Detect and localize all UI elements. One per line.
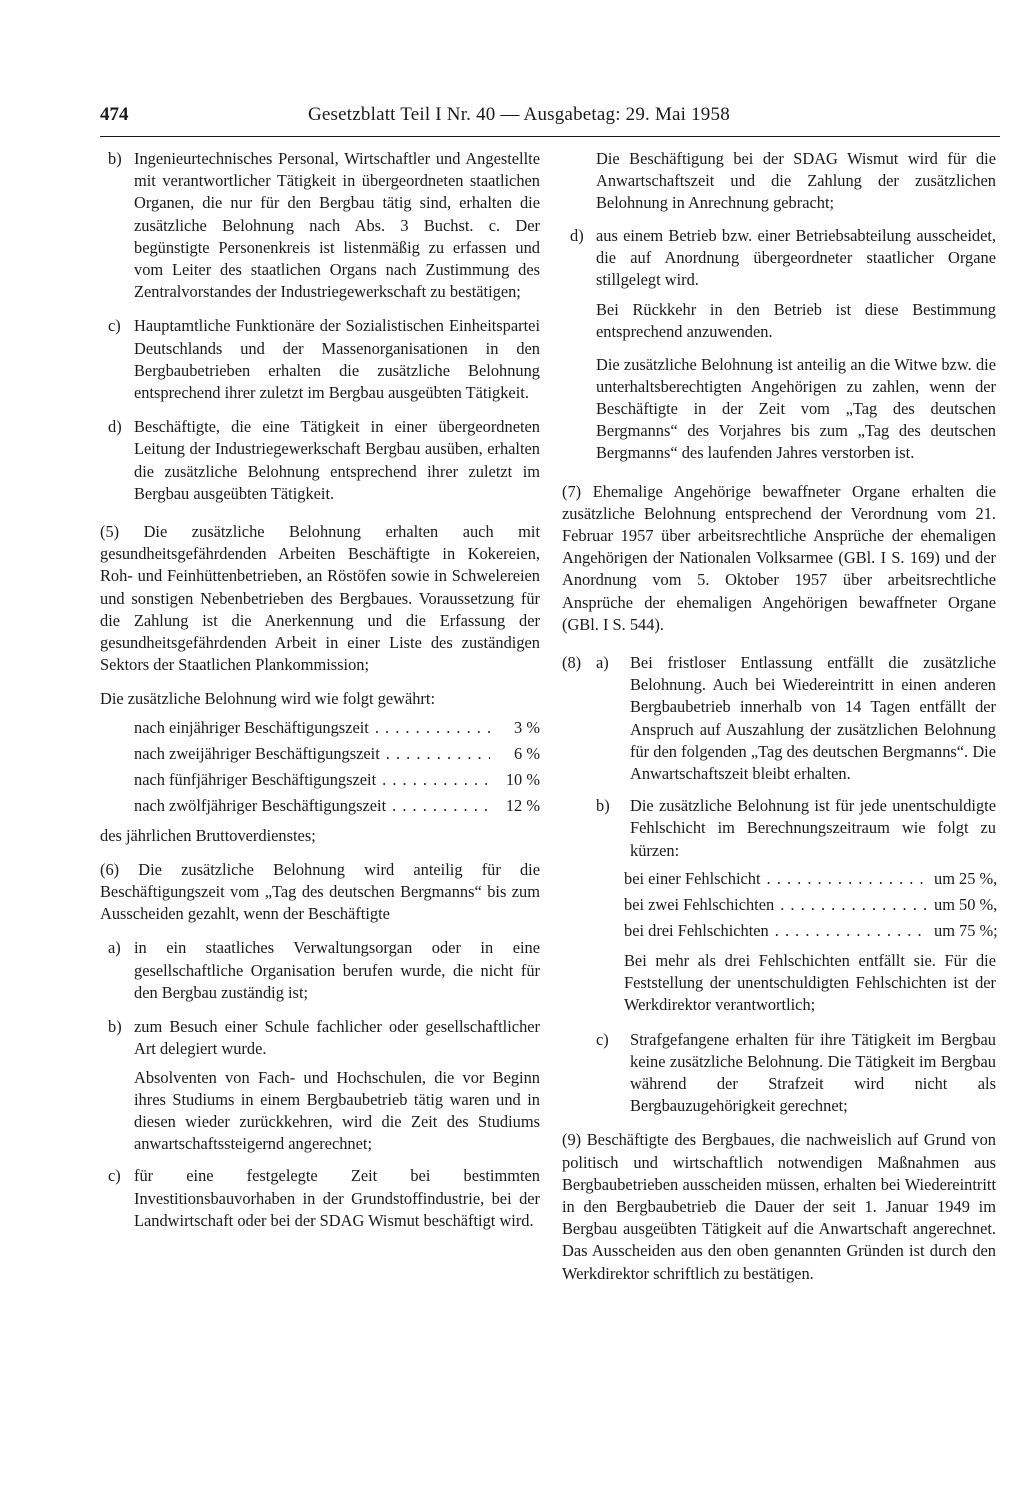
leader-dots	[375, 717, 490, 739]
item-label: b)	[596, 796, 610, 816]
item-6d-subparagraph-1: Bei Rückkehr in den Betrieb ist diese Bestimmung entsprechend anzuwenden.	[596, 300, 996, 342]
rate-row	[134, 743, 540, 769]
list-item-8c	[596, 1029, 996, 1118]
page-header	[100, 100, 1000, 137]
item-text: Beschäftigte, die eine Tätigkeit in einer übergeordneten Leitung der Industriegewerkschaft Bergbau ausüben, erhalten die zusätzliche Belohnung entsprechend ihrer zuletzt im Bergbau ausgeübten Tätigkeit.	[134, 417, 540, 503]
absence-label: bei drei Fehlschichten	[624, 920, 769, 940]
absence-value: um 50 %,	[934, 894, 998, 914]
rates-outro: des jährlichen Bruttoverdienstes;	[100, 825, 316, 845]
item-text: aus einem Betrieb bzw. einer Betriebsabteilung ausscheidet, die auf Anordnung übergeordneter staatlicher Organe stillgelegt wird.	[596, 225, 996, 290]
paragraph-9: (9) Beschäftigte des Bergbaues, die nachweislich auf Grund von politisch und wirtschaftlich notwendigen Maßnahmen aus Bergbaubetrieben ausscheiden müssen, erhalten bei Wiedereintritt in den Bergbaubetrieb die Dauer der seit 1. Januar 1949 im Bergbau ausgeübten Tätigkeit auf die Anwartschaft angerechnet. Das Ausscheiden aus den oben genannten Gründen ist durch den Werkdirektor schriftlich zu bestätigen.	[562, 1130, 996, 1283]
item-text: Die zusätzliche Belohnung ist für jede unentschuldigte Fehlschicht im Berechnungszeitraum wie folgt zu kürzen:	[630, 796, 996, 860]
item-text: Strafgefangene erhalten für ihre Tätigkeit im Bergbau keine zusätzliche Belohnung. Die Tätigkeit im Bergbau während der Strafzeit wird nicht als Bergbauzugehörigkeit gerechnet;	[630, 1029, 996, 1116]
list-item-d	[100, 416, 540, 505]
item-6d-subparagraph-2: Die zusätzliche Belohnung ist anteilig an die Witwe bzw. die unterhaltsberechtigten Angehörigen zu zahlen, wenn der Beschäftigte in der Zeit vom „Tag des deutschen Bergmanns“ des Vorjahres bis zum „Tag des deutschen Bergmanns“ des laufenden Jahres verstorben ist.	[596, 354, 996, 463]
rate-value: 3 %	[514, 717, 540, 737]
leader-dots	[392, 795, 490, 817]
list-item-6d	[562, 225, 996, 292]
item-text: Bei fristloser Entlassung entfällt die zusätzliche Belohnung. Auch bei Wiedereintritt in einen anderen Bergbaubetrieb innerhalb von 14 Tagen entfällt der Anspruch auf Auszahlung der zusätzlichen Belohnung für den folgenden „Tag des deutschen Bergmanns“. Die Anwartschaftszeit bleibt erhalten.	[630, 653, 996, 784]
right-column	[562, 148, 996, 1297]
paragraph-5: (5) Die zusätzliche Belohnung erhalten auch mit gesundheitsgefährdenden Arbeiten Beschäftigte in Kokereien, Roh- und Feinhüttenbetrieben, an Röstöfen sowie in Schwelereien und sonstigen Nebenbetrieben des Bergbaues. Voraussetzung für die Zahlung ist die Anerkennung und die Erfassung der gesundheitsgefährdenden Arbeit in einer Liste des zuständigen Sektors der Staatlichen Plankommission;	[100, 522, 540, 675]
item-label: a)	[596, 653, 609, 673]
item-6b-subparagraph: Absolventen von Fach- und Hochschulen, die vor Beginn ihres Studiums in einem Bergbaubetrieb tätig waren und in diesen wieder zurückkehren, wird die Zeit des Studiums anwartschaftssteigernd angerechnet;	[134, 1067, 540, 1154]
item-text: für eine festgelegte Zeit bei bestimmten Investitionsbauvorhaben in der Grundstoffindustrie, bei der Landwirtschaft oder bei der SDAG Wismut beschäftigt wird.	[134, 1166, 540, 1230]
item-label: c)	[596, 1029, 609, 1049]
item-label: c)	[108, 316, 121, 336]
rate-row	[134, 795, 540, 821]
item-label: b)	[108, 149, 122, 168]
running-title: Gesetzblatt Teil I Nr. 40 — Ausgabetag: 29. Mai 1958	[308, 104, 730, 125]
rate-label: nach zwölfjähriger Beschäftigungszeit	[134, 795, 387, 815]
list-item-8a	[562, 652, 996, 785]
item-8b-subparagraph: Bei mehr als drei Fehlschichten entfällt sie. Für die Feststellung der unentschuldigten Fehlschichten ist der Werkdirektor verantwortlich;	[624, 950, 996, 1015]
rate-label: nach fünfjähriger Beschäftigungszeit	[134, 769, 377, 789]
list-item-8b	[596, 795, 996, 862]
leader-dots	[386, 743, 490, 765]
absence-label: bei zwei Fehlschichten	[624, 894, 775, 914]
rate-value: 12 %	[505, 795, 540, 815]
rate-value: 6 %	[514, 743, 540, 763]
rates-table	[100, 717, 540, 821]
absence-row	[624, 920, 996, 946]
list-item-b	[100, 148, 540, 303]
absence-table	[596, 868, 996, 946]
item-label: d)	[108, 417, 122, 437]
paragraph-8	[562, 652, 996, 1117]
item-label: a)	[108, 938, 121, 958]
leader-dots	[775, 920, 928, 942]
list-item-6b	[100, 1016, 540, 1060]
paragraph-6: (6) Die zusätzliche Belohnung wird anteilig für die Beschäftigungszeit vom „Tag des deutschen Bergmanns“ bis zum Ausscheiden gezahlt, wenn der Beschäftigte	[100, 859, 540, 924]
item-6c-continuation: Die Beschäftigung bei der SDAG Wismut wird für die Anwartschaftszeit und die Zahlung der zusätzlichen Belohnung in Anrechnung gebracht;	[596, 149, 996, 213]
rates-intro: Die zusätzliche Belohnung wird wie folgt gewährt:	[100, 689, 435, 709]
leader-dots	[382, 769, 490, 791]
absence-row	[624, 868, 996, 894]
item-text: Hauptamtliche Funktionäre der Sozialistischen Einheitspartei Deutschlands und der Massenorganisationen in den Bergbaubetrieben erhalten die zusätzliche Belohnung entsprechend ihrer zuletzt im Bergbau ausgeübten Tätigkeit.	[134, 316, 540, 403]
absence-label: bei einer Fehlschicht	[624, 868, 761, 888]
item-text: zum Besuch einer Schule fachlicher oder gesellschaftlicher Art delegiert wurde.	[134, 1017, 540, 1059]
rate-label: nach zweijähriger Beschäftigungszeit	[134, 743, 380, 763]
leader-dots	[767, 868, 928, 890]
absence-row	[624, 894, 996, 920]
item-label: c)	[108, 1166, 121, 1186]
item-label: d)	[570, 225, 584, 245]
list-item-6a	[100, 937, 540, 1004]
absence-value: um 25 %,	[934, 868, 998, 888]
list-item-c	[100, 315, 540, 404]
rate-label: nach einjähriger Beschäftigungszeit	[134, 717, 369, 737]
left-column	[100, 148, 540, 1244]
list-item-6c	[100, 1165, 540, 1232]
rate-row	[134, 769, 540, 795]
rate-row	[134, 717, 540, 743]
rate-value: 10 %	[505, 769, 540, 789]
paragraph-7: (7) Ehemalige Angehörige bewaffneter Organe erhalten die zusätzliche Belohnung entsprechend der Verordnung vom 21. Februar 1957 über arbeitsrechtliche Ansprüche der ehemaligen Angehörigen der Nationalen Volksarmee (GBl. I S. 169) und der Anordnung vom 5. Oktober 1957 über arbeitsrechtliche Ansprüche der ehemaligen Angehörigen bewaffneter Organe (GBl. I S. 544).	[562, 481, 996, 634]
item-text: Ingenieurtechnisches Personal, Wirtschaftler und Angestellte mit verantwortlicher Tätigkeit in übergeordneten staatlichen Organen, die nur für den Bergbau tätig sind, erhalten die zusätzliche Belohnung nach Abs. 3 Buchst. c. Der begünstigte Personenkreis ist listenmäßig zu erfassen und vom Leiter des staatlichen Organs nach Zustimmung des Zentralvorstandes der Industriegewerkschaft zu bestätigen;	[134, 149, 540, 302]
absence-value: um 75 %;	[934, 920, 998, 940]
leader-dots	[780, 894, 928, 916]
item-text: in ein staatliches Verwaltungsorgan oder in eine gesellschaftliche Organisation berufen wurde, die nicht für den Bergbau zuständig ist;	[134, 938, 540, 1002]
section-number: (8)	[562, 653, 582, 673]
page-number: 474	[100, 104, 129, 125]
item-label: b)	[108, 1017, 122, 1037]
